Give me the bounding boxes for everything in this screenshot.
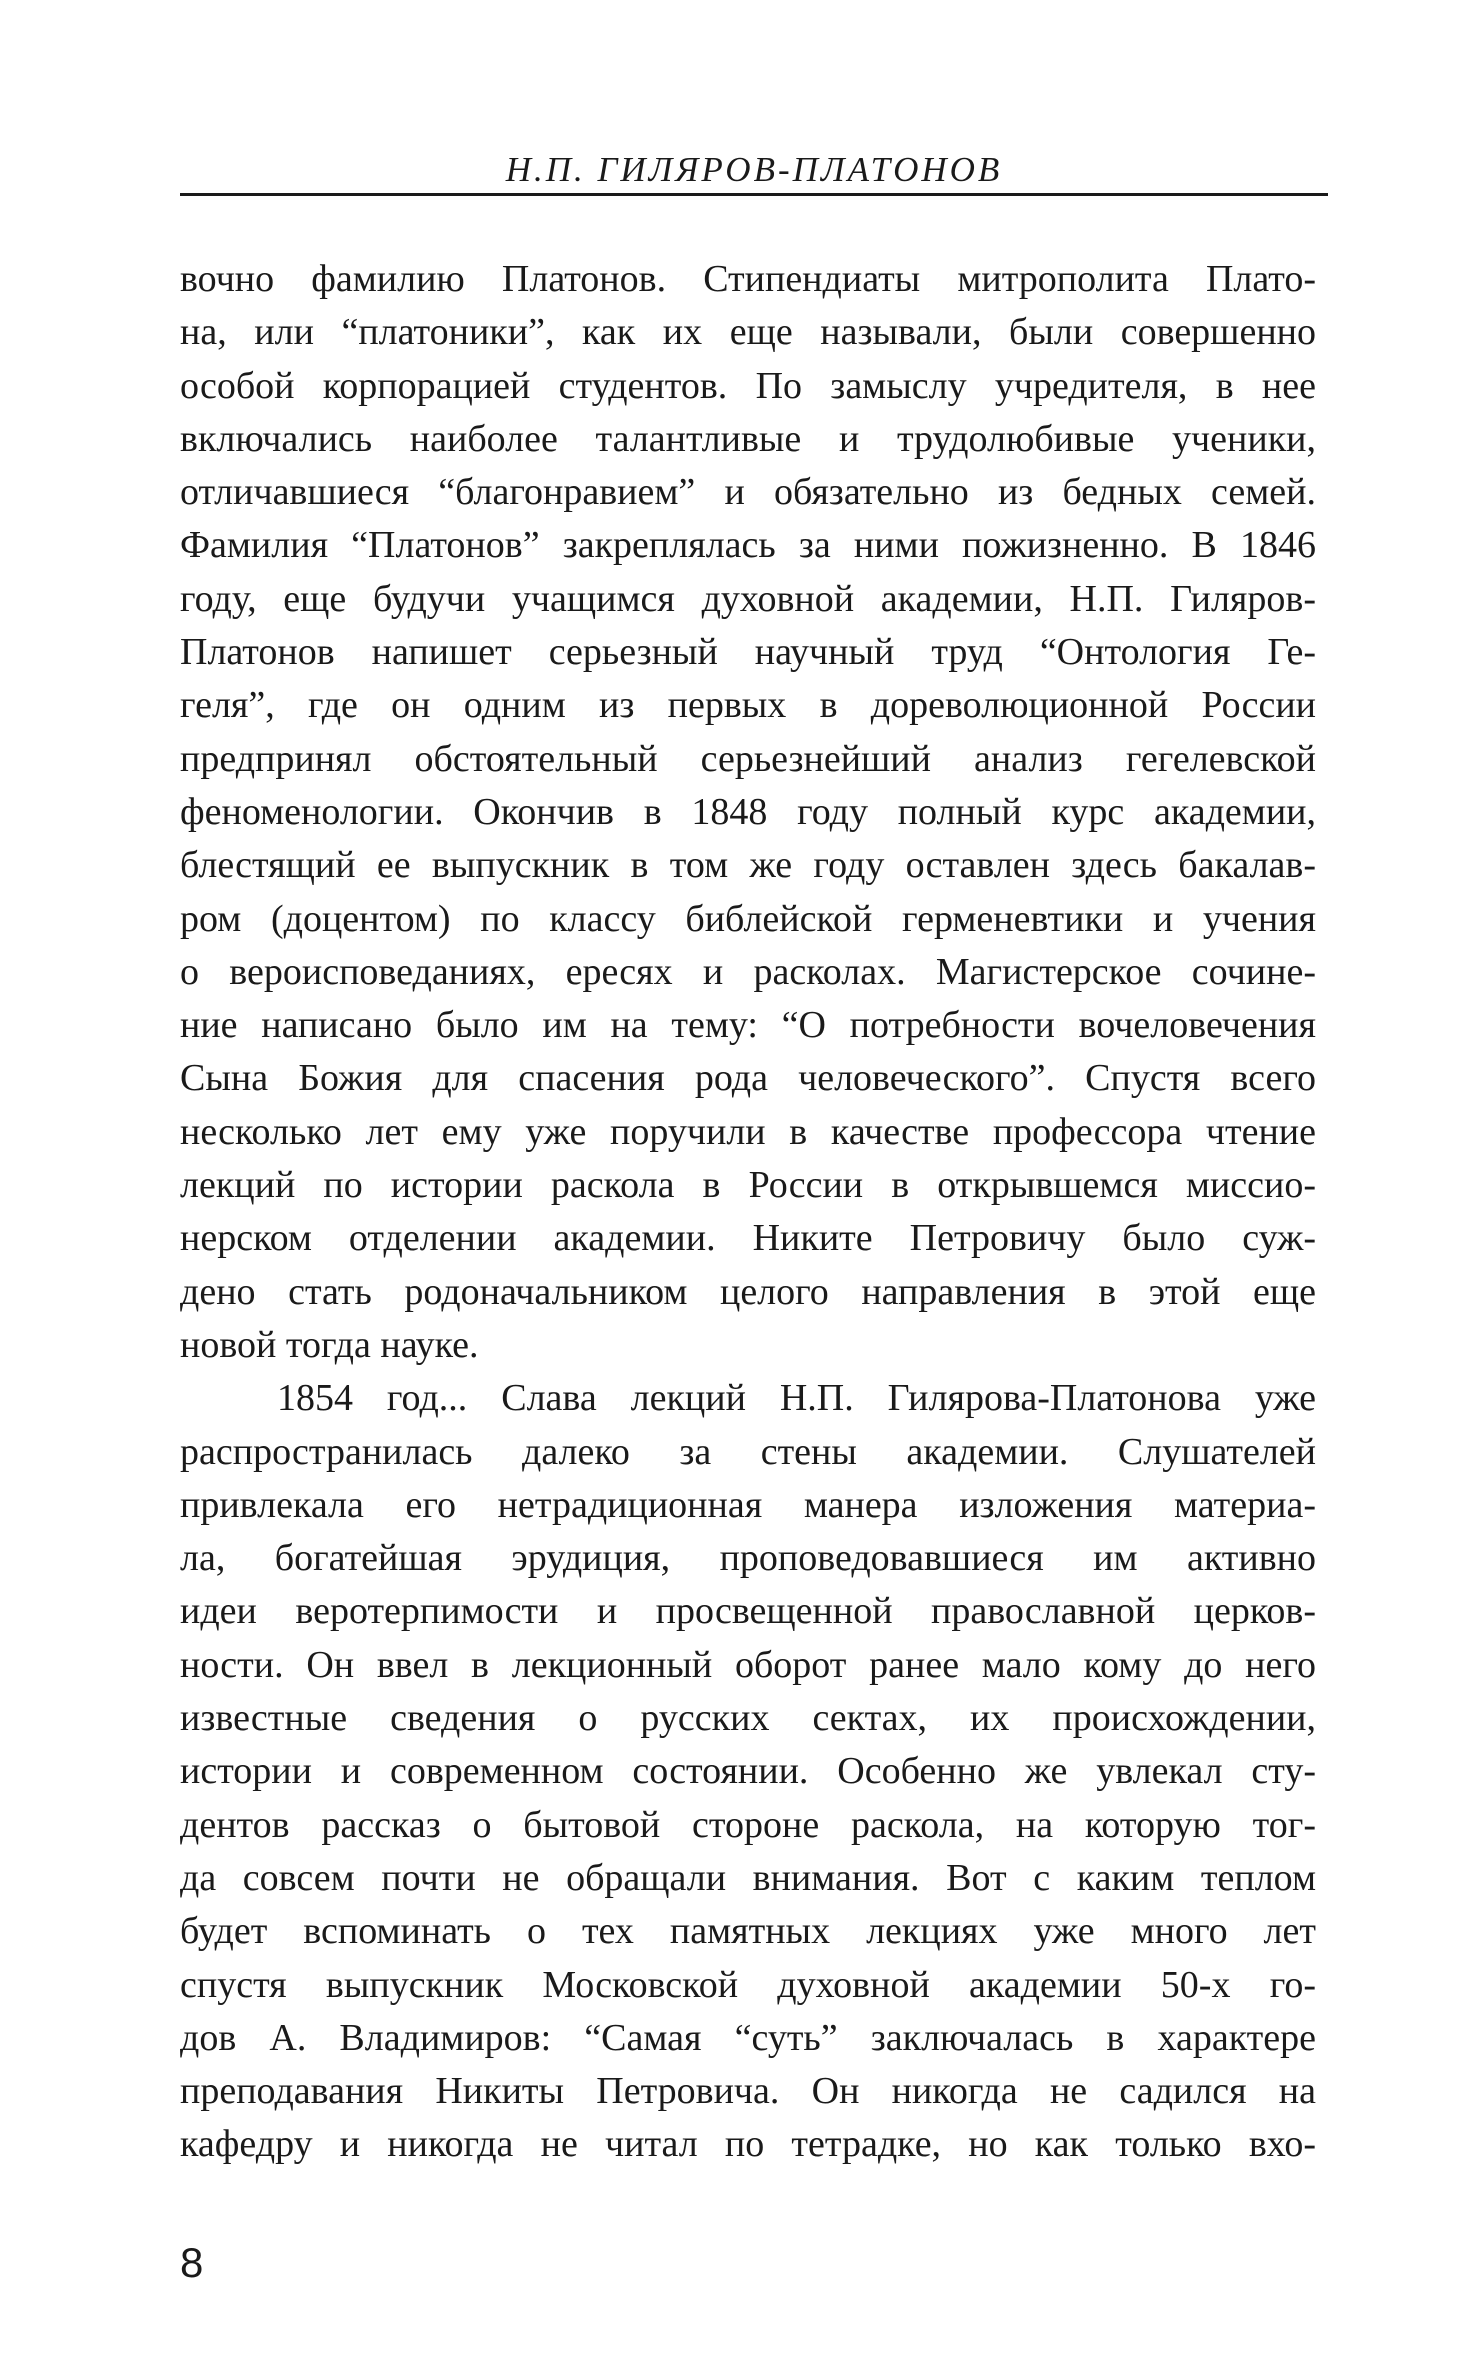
text-line: да совсем почти не обращали внимания. Вот с каким теплом <box>180 1856 1316 1899</box>
text-line: ности. Он ввел в лекционный оборот ранее мало кому до него <box>180 1643 1316 1686</box>
text-line: будет вспоминать о тех памятных лекциях уже много лет <box>180 1910 1316 1953</box>
text-line: несколько лет ему уже поручили в качестве профессора чтение <box>180 1110 1316 1153</box>
body-text <box>180 253 1316 2172</box>
text-line: 1854 год... Слава лекций Н.П. Гилярова-Платонова уже <box>277 1377 1316 1420</box>
paragraph-2 <box>180 1372 1316 2171</box>
text-line: ние написано было им на тему: “О потребности вочеловечения <box>180 1004 1316 1047</box>
text-line: Сына Божия для спасения рода человеческого”. Спустя всего <box>180 1057 1316 1100</box>
text-line: особой корпорацией студентов. По замыслу учредителя, в нее <box>180 364 1316 407</box>
text-line: известные сведения о русских сектах, их происхождении, <box>180 1697 1316 1740</box>
text-line: кафедру и никогда не читал по тетрадке, но как только вхо- <box>180 2123 1316 2166</box>
page-number: 8 <box>180 2239 204 2286</box>
text-line: распространилась далеко за стены академии. Слушателей <box>180 1430 1316 1473</box>
text-line: дено стать родоначальником целого направления в этой еще <box>180 1270 1316 1313</box>
text-line: новой тогда науке. <box>180 1323 479 1366</box>
text-line: ла, богатейшая эрудиция, проповедовавшиеся им активно <box>180 1537 1316 1580</box>
header-rule <box>180 193 1328 196</box>
text-line: предпринял обстоятельный серьезнейший анализ гегелевской <box>180 737 1316 780</box>
text-line: вочно фамилию Платонов. Стипендиаты митрополита Плато- <box>180 258 1316 300</box>
text-line: лекций по истории раскола в России в открывшемся миссио- <box>180 1164 1316 1207</box>
running-head: Н.П. ГИЛЯРОВ-ПЛАТОНОВ <box>505 150 1003 189</box>
text-line: Платонов напишет серьезный научный труд “Онтология Ге- <box>180 631 1316 674</box>
text-line: преподавания Никиты Петровича. Он никогда не садился на <box>180 2070 1316 2113</box>
text-line: отличавшиеся “благонравием” и обязательно из бедных семей. <box>180 471 1316 514</box>
text-line: феноменологии. Окончив в 1848 году полный курс академии, <box>180 790 1316 833</box>
paragraph-1 <box>180 253 1316 1372</box>
text-line: нерском отделении академии. Никите Петровичу было суж- <box>180 1217 1316 1260</box>
text-line: году, еще будучи учащимся духовной академии, Н.П. Гиляров- <box>180 577 1316 620</box>
text-line: геля”, где он одним из первых в дореволюционной России <box>180 684 1316 727</box>
text-line: ром (доцентом) по классу библейской герменевтики и учения <box>180 897 1316 940</box>
text-line: включались наиболее талантливые и трудолюбивые ученики, <box>180 417 1316 460</box>
text-line: истории и современном состоянии. Особенно же увлекал сту- <box>180 1750 1316 1793</box>
text-line: привлекала его нетрадиционная манера изложения материа- <box>180 1483 1316 1526</box>
text-line: на, или “платоники”, как их еще называли, были совершенно <box>180 311 1316 354</box>
text-line: дентов рассказ о бытовой стороне раскола, на которую тог- <box>180 1803 1316 1846</box>
text-line: идеи веротерпимости и просвещенной православной церков- <box>180 1590 1316 1633</box>
text-line: дов А. Владимиров: “Самая “суть” заключалась в характере <box>180 2016 1316 2059</box>
text-line: спустя выпускник Московской духовной академии 50-х го- <box>180 1963 1316 2006</box>
text-line: о вероисповеданиях, ересях и расколах. Магистерское сочине- <box>180 950 1316 993</box>
text-line: Фамилия “Платонов” закреплялась за ними пожизненно. В 1846 <box>180 524 1316 567</box>
text-line: блестящий ее выпускник в том же году оставлен здесь бакалав- <box>180 844 1316 887</box>
